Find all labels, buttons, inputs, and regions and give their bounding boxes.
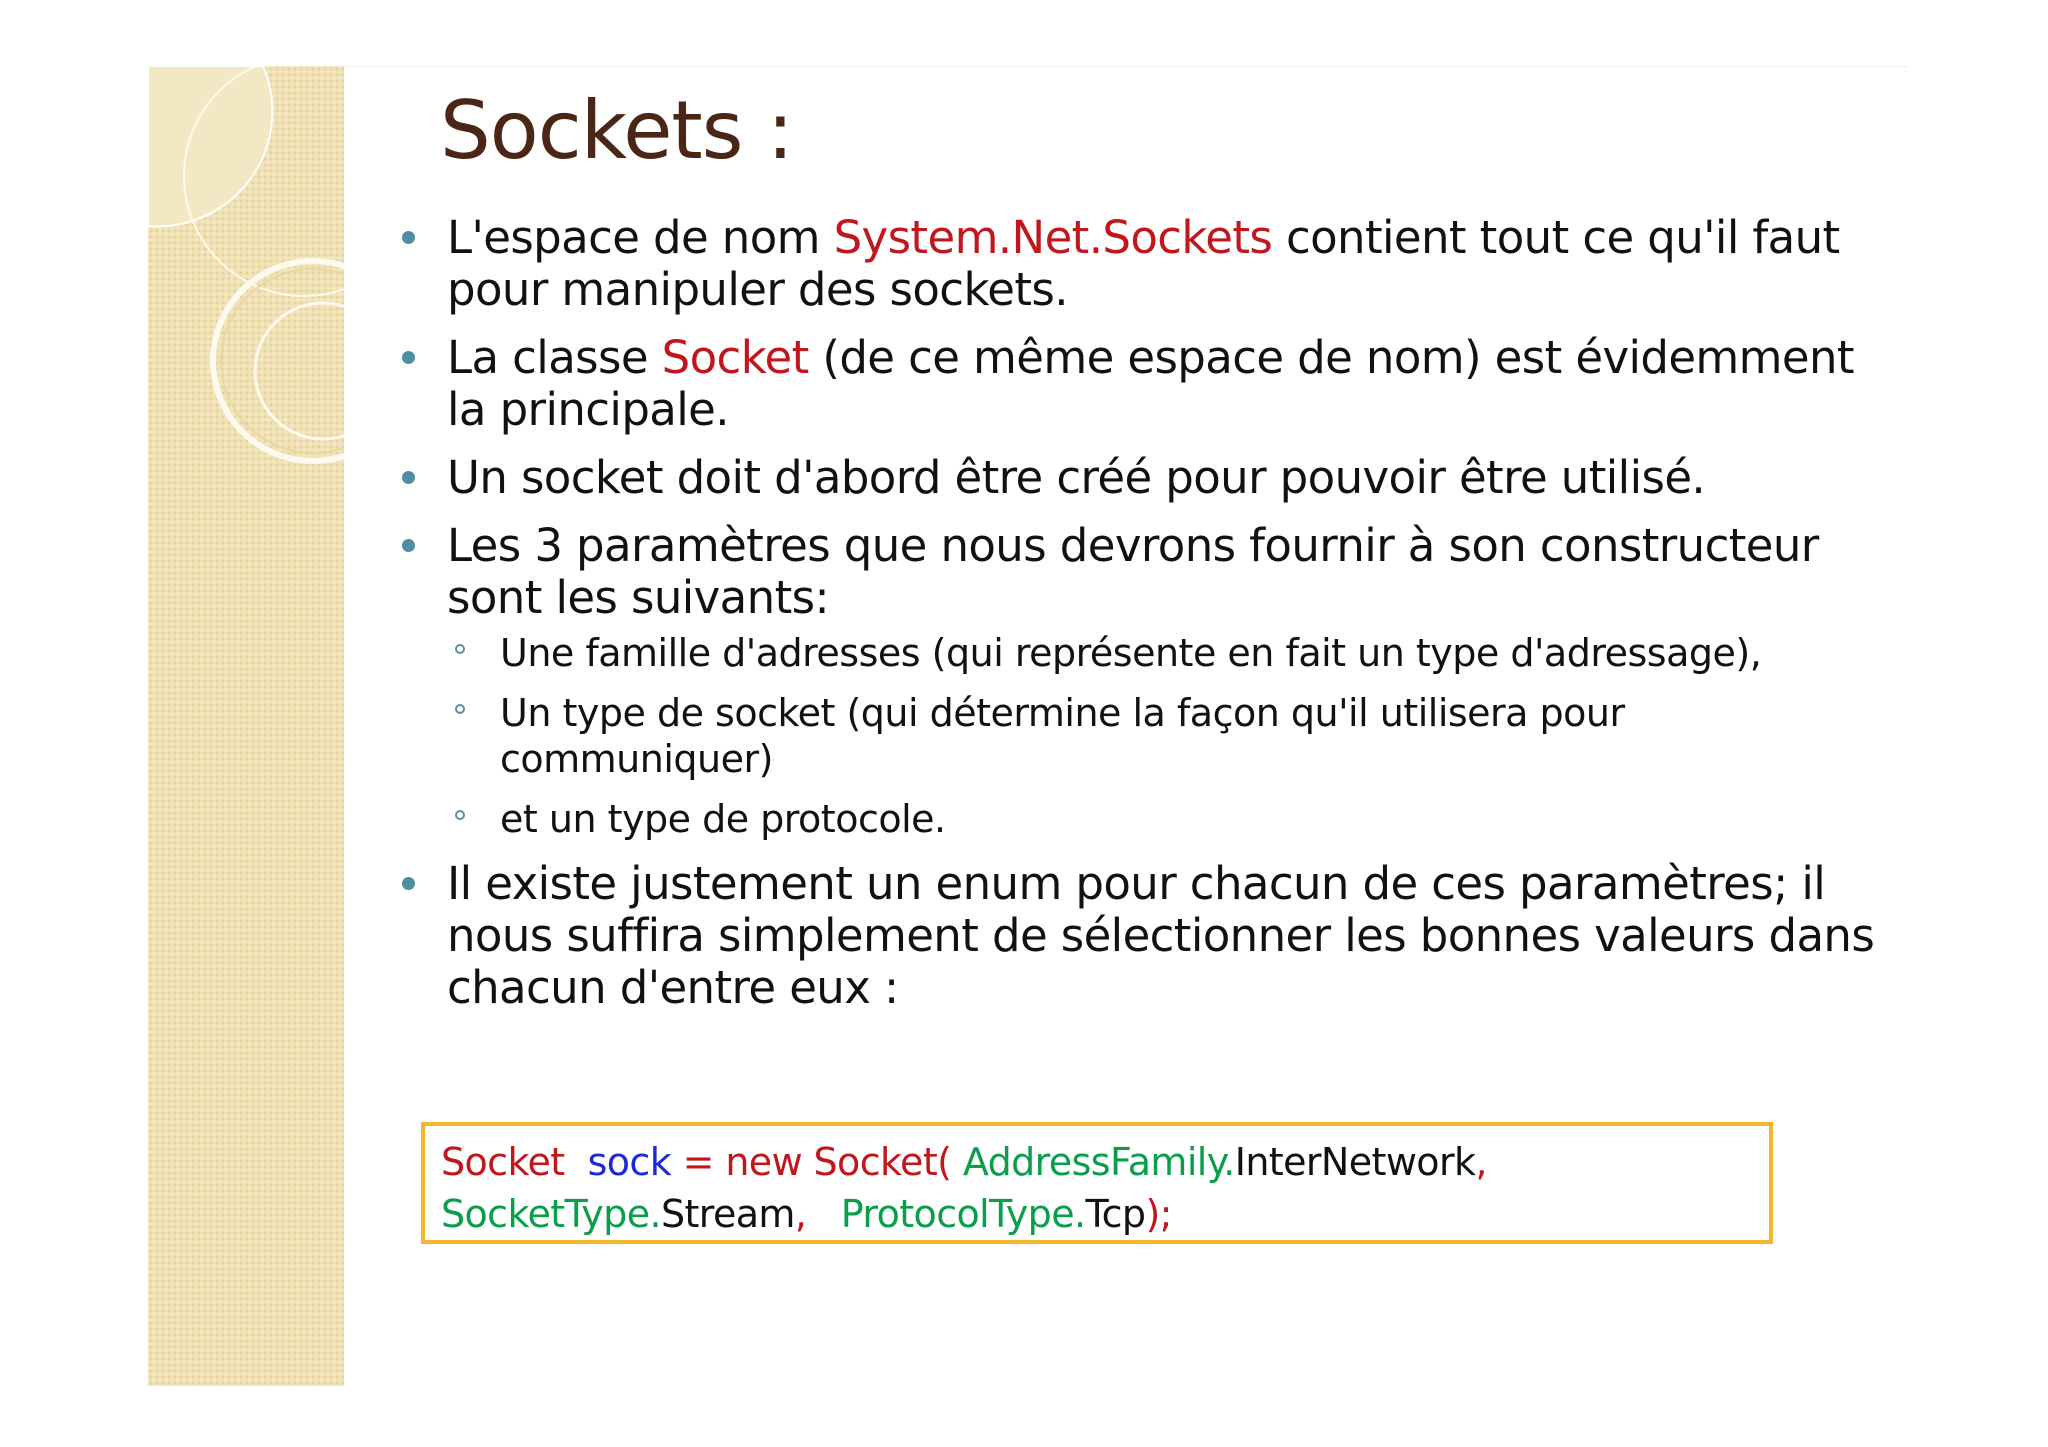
code-enum-token: ProtocolType. bbox=[840, 1192, 1086, 1236]
code-type-token: Socket bbox=[441, 1140, 565, 1184]
namespace-keyword: System.Net.Sockets bbox=[833, 211, 1273, 264]
bullet-dot-icon bbox=[402, 471, 415, 484]
bullet-item bbox=[402, 452, 1902, 504]
bullet-text: Les 3 paramètres que nous devrons fournir à son constructeur sont les suivants: bbox=[447, 519, 1819, 624]
sub-bullet-item bbox=[447, 796, 1902, 842]
bullet-list bbox=[402, 212, 1902, 1014]
sub-bullet-text: et un type de protocole. bbox=[500, 797, 946, 841]
class-keyword: Socket bbox=[661, 331, 809, 384]
code-enum-token: SocketType. bbox=[441, 1192, 661, 1236]
code-snippet-box bbox=[421, 1122, 1773, 1244]
bullet-text: Il existe justement un enum pour chacun de ces paramètres; il nous suffira simplement de sélectionner les bonnes valeurs dans chacun d'entre eux : bbox=[447, 857, 1875, 1014]
sub-bullet-ring-icon bbox=[455, 644, 465, 654]
sub-bullet-item bbox=[447, 690, 1902, 782]
bullet-item bbox=[402, 332, 1902, 436]
code-variable-token: sock bbox=[587, 1140, 672, 1184]
bullet-item bbox=[402, 520, 1902, 842]
code-line bbox=[441, 1136, 1753, 1188]
sub-bullet-list bbox=[447, 630, 1902, 842]
decorative-circles-graphic bbox=[148, 66, 344, 486]
sub-bullet-item bbox=[447, 630, 1902, 676]
bullet-dot-icon bbox=[402, 877, 415, 890]
code-value-token: InterNetwork bbox=[1234, 1140, 1476, 1184]
bullet-text: contient tout ce qu'il faut pour manipuler des sockets. bbox=[447, 211, 1840, 316]
code-punct-token: , bbox=[794, 1192, 807, 1236]
code-punct-token: , bbox=[1475, 1140, 1487, 1184]
bullet-dot-icon bbox=[402, 231, 415, 244]
code-constructor-token: = new Socket( bbox=[682, 1140, 952, 1184]
bullet-text: L'espace de nom bbox=[447, 211, 834, 264]
sub-bullet-text: Une famille d'adresses (qui représente en fait un type d'adressage), bbox=[500, 631, 1762, 675]
sub-bullet-text: Un type de socket (qui détermine la façon qu'il utilisera pour communiquer) bbox=[500, 691, 1625, 781]
bullet-text: Un socket doit d'abord être créé pour pouvoir être utilisé. bbox=[447, 451, 1706, 504]
slide-content bbox=[402, 212, 1902, 1030]
code-value-token: Stream bbox=[660, 1192, 795, 1236]
code-enum-token: AddressFamily. bbox=[962, 1140, 1235, 1184]
bullet-item bbox=[402, 858, 1902, 1014]
slide bbox=[148, 66, 1908, 1386]
bullet-item bbox=[402, 212, 1902, 316]
sub-bullet-ring-icon bbox=[455, 810, 465, 820]
slide-title: Sockets : bbox=[440, 84, 793, 177]
code-line bbox=[441, 1188, 1753, 1240]
bullet-dot-icon bbox=[402, 539, 415, 552]
sub-bullet-ring-icon bbox=[455, 704, 465, 714]
code-punct-token: ); bbox=[1145, 1192, 1172, 1236]
bullet-text: (de ce même espace de nom) est évidemment la principale. bbox=[447, 331, 1854, 436]
bullet-dot-icon bbox=[402, 351, 415, 364]
bullet-text: La classe bbox=[447, 331, 662, 384]
top-rule bbox=[344, 66, 1908, 67]
code-value-token: Tcp bbox=[1085, 1192, 1146, 1236]
